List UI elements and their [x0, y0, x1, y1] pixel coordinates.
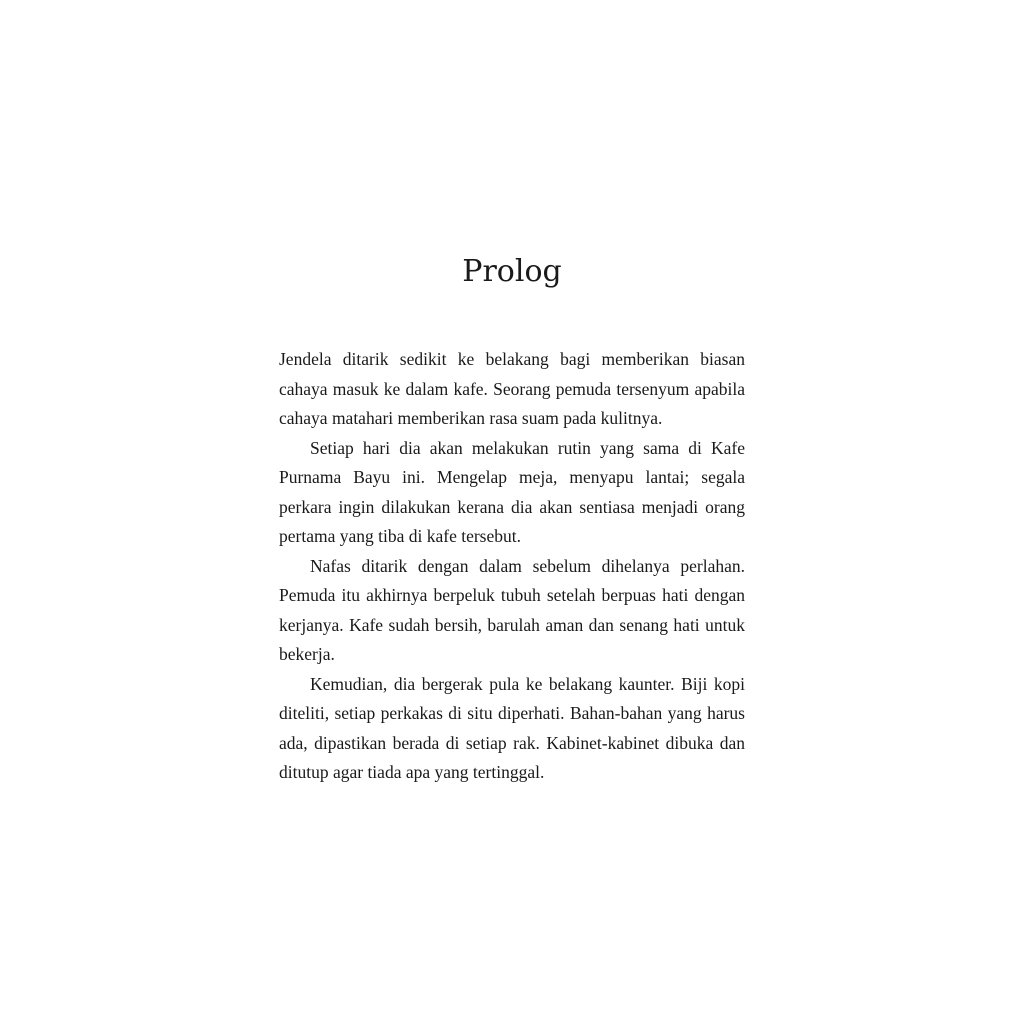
paragraph-1: Jendela ditarik sedikit ke belakang bagi memberikan biasan cahaya masuk ke dalam kafe. Seorang pemuda tersenyum apabila cahaya matahari memberikan rasa suam pada kulitnya.: [279, 349, 745, 428]
paragraph-4: Kemudian, dia bergerak pula ke belakang kaunter. Biji kopi diteliti, setiap perkakas di situ diperhati. Bahan-bahan yang harus ada, dipastikan berada di setiap rak. Kabinet-kabinet dibuka dan ditutup agar tiada apa yang tertinggal.: [279, 673, 745, 782]
chapter-body: [279, 345, 745, 788]
chapter-title: Prolog: [462, 254, 562, 289]
paragraph-2: Setiap hari dia akan melakukan rutin yang sama di Kafe Purnama Bayu ini. Mengelap meja, menyapu lantai; segala perkara ingin dilakukan kerana dia akan sentiasa menjadi orang pertama yang tiba di kafe tersebut.: [279, 437, 745, 546]
paragraph-3: Nafas ditarik dengan dalam sebelum dihelanya perlahan. Pemuda itu akhirnya berpeluk tubuh setelah berpuas hati dengan kerjanya. Kafe sudah bersih, barulah aman dan senang hati untuk bekerja.: [279, 555, 745, 664]
